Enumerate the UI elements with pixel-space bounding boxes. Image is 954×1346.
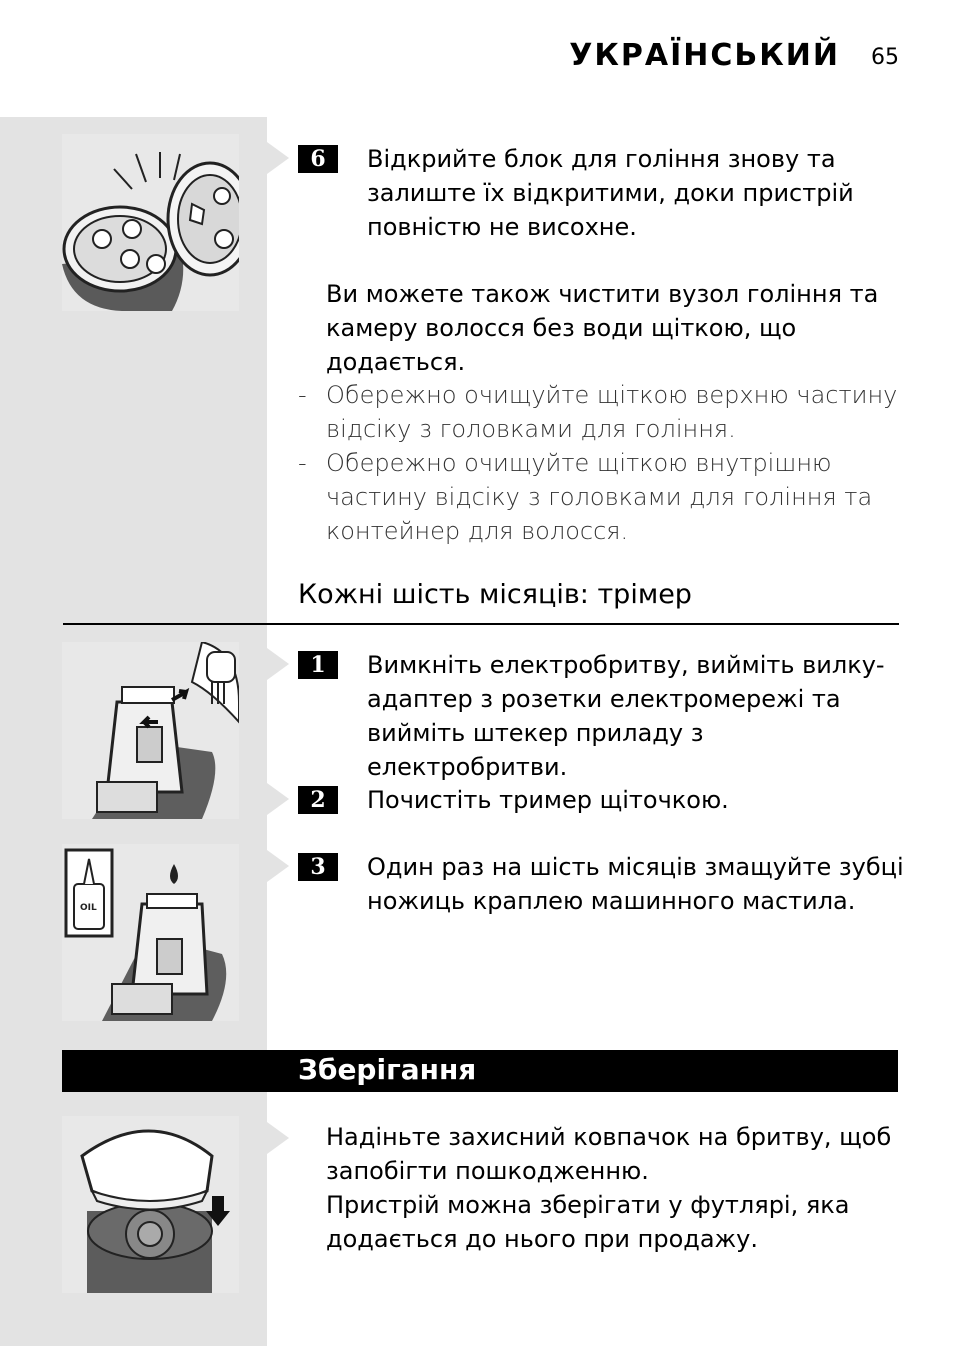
page-header-title: УКРАЇНСЬКИЙ [569, 38, 840, 73]
protection-cap-illustration [62, 1116, 239, 1293]
trimmer-section-heading: Кожні шість місяців: трімер [298, 579, 692, 610]
bullet-dash: - [298, 381, 307, 409]
oil-bottle-label: OIL [80, 903, 97, 913]
sidebar-notch [267, 1122, 289, 1154]
open-shaving-unit-illustration [62, 134, 239, 311]
sidebar-notch [267, 142, 289, 174]
step-number-badge: 1 [298, 651, 338, 679]
page-number: 65 [871, 45, 899, 70]
section-divider [63, 623, 899, 625]
trimmer-brush-illustration [62, 642, 239, 819]
storage-paragraph-2: Пристрій можна зберігати у футлярі, яка додається до нього при продажу. [326, 1191, 850, 1253]
step-number-badge: 3 [298, 853, 338, 881]
storage-paragraph-1: Надіньте захисний ковпачок на бритву, щоб запобігти пошкодженню. [326, 1123, 892, 1185]
step-number-badge: 6 [298, 145, 338, 173]
trimmer-step-3-text: Один раз на шість місяців змащуйте зубці ножиць краплею машинного мастила. [367, 853, 904, 915]
brush-cleaning-note: Ви можете також чистити вузол гоління та камеру волосся без води щіткою, що додається. [326, 280, 879, 376]
bullet-text: Обережно очищуйте щіткою верхню частину відсіку з головками для гоління. [326, 381, 898, 443]
sidebar-notch [267, 648, 289, 680]
bullet-text: Обережно очищуйте щіткою внутрішню частину відсіку з головками для гоління та контейнер для волосся. [326, 449, 873, 545]
trimmer-oil-illustration [62, 844, 239, 1021]
sidebar-notch [267, 783, 289, 815]
bullet-item [298, 378, 898, 446]
bullet-item [298, 446, 898, 548]
storage-section-bar [62, 1050, 898, 1092]
step-number-badge: 2 [298, 786, 338, 814]
step-6-text: Відкрийте блок для гоління знову та залиште їх відкритими, доки пристрій повністю не висохне. [367, 145, 854, 241]
storage-section-title: Зберігання [298, 1053, 477, 1086]
trimmer-step-1-text: Вимкніть електробритву, вийміть вилку-адаптер з розетки електромережі та вийміть штекер приладу з електробритви. [367, 651, 885, 781]
bullet-dash: - [298, 449, 307, 477]
trimmer-step-2-text: Почистіть тример щіточкою. [367, 786, 729, 814]
sidebar-notch [267, 850, 289, 882]
